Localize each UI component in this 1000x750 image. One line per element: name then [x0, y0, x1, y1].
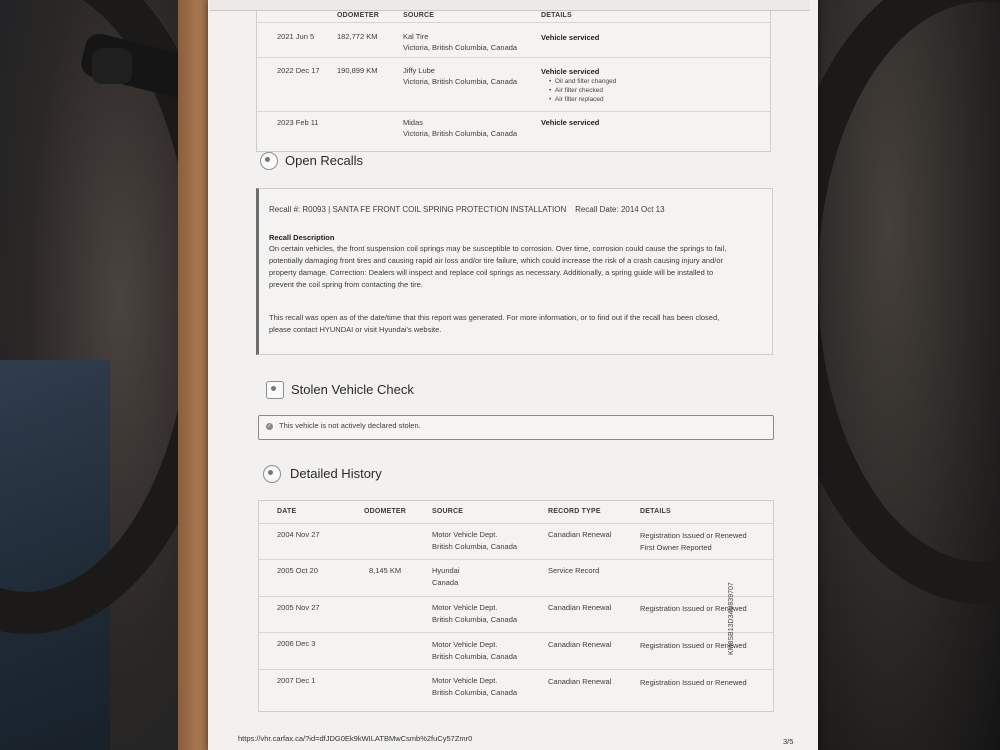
footer-url: https://vhr.carfax.ca/?id=dfJDG0Ek9kWILATBMwCsmb%2fuCy57Zmr0 [238, 734, 473, 743]
headlight-icon [92, 48, 132, 84]
history-detail: Registration Issued or Renewed [640, 678, 747, 687]
history-source-name: Motor Vehicle Dept. [432, 530, 498, 539]
service-odometer: 182,772 KM [337, 32, 378, 41]
history-icon [263, 465, 281, 483]
history-record-type: Canadian Renewal [548, 677, 612, 686]
open-recalls-title: Open Recalls [285, 153, 364, 168]
service-source-location: Victoria, British Columbia, Canada [403, 129, 518, 138]
service-date: 2022 Dec 17 [277, 66, 320, 75]
history-date: 2005 Oct 20 [277, 566, 318, 575]
recall-note-line: please contact HYUNDAI or visit Hyundai's website. [269, 325, 442, 334]
service-table [256, 0, 771, 152]
history-source-location: British Columbia, Canada [432, 615, 518, 624]
service-detail: Vehicle serviced [541, 33, 600, 42]
service-detail: Vehicle serviced [541, 67, 600, 76]
recall-date: Recall Date: 2014 Oct 13 [575, 205, 665, 214]
service-source-location: Victoria, British Columbia, Canada [403, 77, 518, 86]
top-sheet-edge [210, 0, 810, 11]
history-record-type: Service Record [548, 566, 600, 575]
recall-icon [260, 152, 278, 170]
history-detail: Registration Issued or Renewed [640, 531, 747, 540]
history-detail: Registration Issued or Renewed [640, 641, 747, 650]
recall-card [256, 188, 773, 355]
history-date: 2005 Nov 27 [277, 603, 320, 612]
vin-vertical: KM8SB13D34U839707 [728, 582, 735, 655]
col-source: SOURCE [403, 12, 435, 19]
history-date: 2006 Dec 3 [277, 639, 316, 648]
history-record-type: Canadian Renewal [548, 530, 612, 539]
history-detail: Registration Issued or Renewed [640, 604, 747, 613]
recall-description-line: potentially damaging front tires and causing rapid air loss and/or tire failure, which could increase the risk of a crash causing injury and/or [269, 256, 723, 265]
service-bullet: • Air filter replaced [549, 96, 604, 103]
history-odometer: 8,145 KM [369, 566, 402, 575]
col-odometer: ODOMETER [364, 508, 407, 515]
service-source-location: Victoria, British Columbia, Canada [403, 43, 518, 52]
recall-description-line: property damage. Correction: Dealers will inspect and replace coil springs as necessary. Additionally, a spring guide will be installed to [269, 268, 714, 277]
history-source-location: Canada [432, 578, 459, 587]
police-badge-icon [266, 381, 284, 399]
recall-description-line: On certain vehicles, the front suspension coil springs may be susceptible to corrosion. Over time, corrosion could cause the springs to fail, [269, 244, 727, 253]
stolen-status-box [258, 415, 774, 440]
service-date: 2023 Feb 11 [277, 118, 319, 127]
service-bullet: • Air filter checked [549, 87, 603, 94]
col-date: DATE [277, 508, 297, 515]
col-record-type: RECORD TYPE [548, 508, 601, 515]
stolen-status-text: This vehicle is not actively declared stolen. [279, 421, 421, 430]
service-detail: Vehicle serviced [541, 118, 600, 127]
recall-note-line: This recall was open as of the date/time that this report was generated. For more information, or to find out if the recall has been closed, [269, 313, 720, 322]
service-source-name: Midas [403, 118, 424, 127]
recall-description-line: prevent the coil spring from contacting the tire. [269, 280, 423, 289]
history-source-name: Motor Vehicle Dept. [432, 640, 498, 649]
check-circle-icon: ✓ [267, 423, 272, 429]
service-date: 2021 Jun 5 [277, 32, 315, 41]
page-number: 3/5 [783, 737, 794, 746]
col-odometer: ODOMETER [337, 12, 380, 19]
recall-heading: Recall #: R0093 | SANTA FE FRONT COIL SPRING PROTECTION INSTALLATION Recall Date: 2014 Oct 13 [269, 205, 665, 214]
history-detail: First Owner Reported [640, 543, 712, 552]
detailed-history-title: Detailed History [290, 466, 382, 481]
recall-description-label: Recall Description [269, 233, 335, 242]
stolen-check-title: Stolen Vehicle Check [291, 382, 414, 397]
history-date: 2004 Nov 27 [277, 530, 320, 539]
history-source-location: British Columbia, Canada [432, 652, 518, 661]
history-source-name: Hyundai [432, 566, 460, 575]
history-source-name: Motor Vehicle Dept. [432, 603, 498, 612]
history-source-location: British Columbia, Canada [432, 542, 518, 551]
service-bullet: • Oil and filter changed [549, 78, 617, 85]
history-date: 2007 Dec 1 [277, 676, 316, 685]
service-source-name: Kal Tire [403, 32, 429, 41]
history-record-type: Canadian Renewal [548, 640, 612, 649]
history-record-type: Canadian Renewal [548, 603, 612, 612]
col-details: DETAILS [541, 12, 572, 19]
history-source-name: Motor Vehicle Dept. [432, 676, 498, 685]
history-table [258, 500, 774, 712]
service-source-name: Jiffy Lube [403, 66, 435, 75]
history-source-location: British Columbia, Canada [432, 688, 518, 697]
col-source: SOURCE [432, 508, 464, 515]
col-details: DETAILS [640, 508, 671, 515]
report-page [208, 0, 818, 750]
service-odometer: 190,899 KM [337, 66, 378, 75]
